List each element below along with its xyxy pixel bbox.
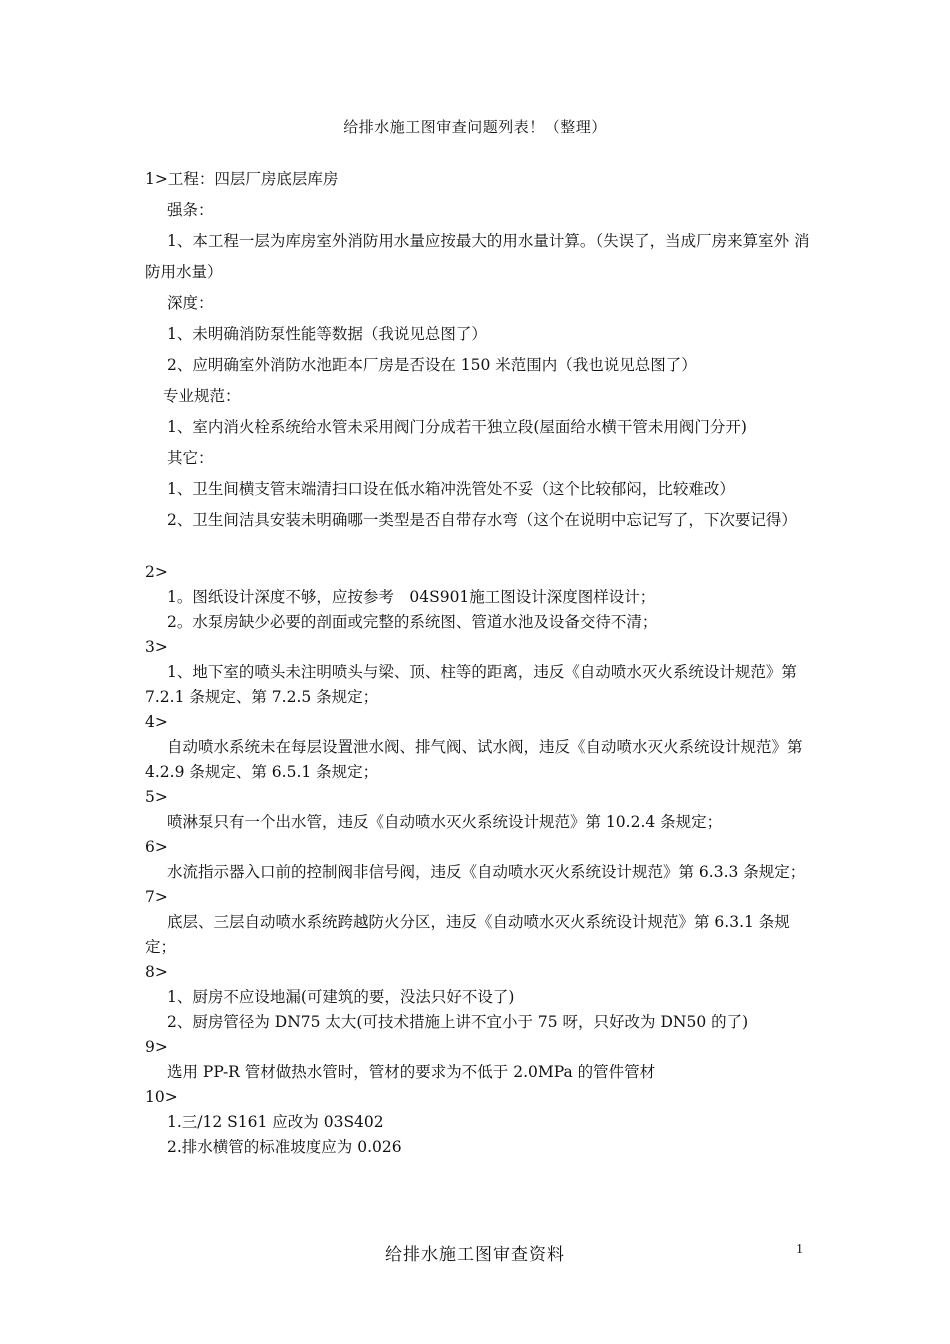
document-title: 给排水施工图审查问题列表！（整理）	[343, 118, 607, 136]
item-number-heading: 2>	[145, 563, 168, 581]
paragraph: 2、厨房管径为 DN75 太大(可技术措施上讲不宜小于 75 呀，只好改为 DN50 的了)	[167, 1013, 749, 1031]
item-number-heading: 9>	[145, 1038, 168, 1056]
paragraph: 1、本工程一层为库房室外消防用水量应按最大的用水量计算。（失误了，当成厂房来算室外 消防用水量）	[145, 232, 810, 281]
item-number-heading: 5>	[145, 788, 168, 806]
paragraph: 1、卫生间横支管末端清扫口设在低水箱冲洗管处不妥（这个比较郁闷，比较难改）	[167, 480, 735, 498]
paragraph: 其它：	[167, 449, 214, 467]
item-number-heading: 6>	[145, 838, 168, 856]
item-number-heading: 3>	[145, 638, 168, 656]
paragraph: 2。水泵房缺少必要的剖面或完整的系统图、管道水池及设备交待不清；	[167, 613, 658, 631]
paragraph: 1、未明确消防泵性能等数据（我说见总图了）	[167, 325, 487, 343]
paragraph: 2.排水横管的标准坡度应为 0.026	[167, 1138, 402, 1156]
item-number-heading: 7>	[145, 888, 168, 906]
paragraph: 自动喷水系统未在每层设置泄水阀、排气阀、试水阀，违反《自动喷水灭火系统设计规范》第 4.2.9 条规定、第 6.5.1 条规定；	[145, 738, 803, 781]
item-number-heading: 8>	[145, 963, 168, 981]
paragraph: 1。图纸设计深度不够，应按参考 04S901施工图设计深度图样设计；	[167, 588, 656, 606]
paragraph: 深度：	[167, 294, 214, 312]
section-part-2	[145, 560, 813, 1160]
paragraph: 专业规范：	[163, 387, 241, 405]
paragraph: 水流指示器入口前的控制阀非信号阀，违反《自动喷水灭火系统设计规范》第 6.3.3 条规定；	[167, 863, 806, 881]
paragraph: 1.三/12 S161 应改为 03S402	[167, 1113, 384, 1131]
paragraph: 强条：	[167, 201, 214, 219]
paragraph: 1、厨房不应设地漏(可建筑的要，没法只好不设了)	[167, 988, 515, 1006]
paragraph: 2、卫生间洁具安装未明确哪一类型是否自带存水弯（这个在说明中忘记写了，下次要记得）	[167, 511, 797, 529]
paragraph: 选用 PP-R 管材做热水管时，管材的要求为不低于 2.0MPa 的管件管材	[167, 1063, 656, 1081]
paragraph: 1>工程：四层厂房底层库房	[145, 170, 339, 188]
paragraph: 1、地下室的喷头未注明喷头与梁、顶、柱等的距离，违反《自动喷水灭火系统设计规范》第 7.2.1 条规定、第 7.2.5 条规定；	[145, 663, 797, 706]
page-number: 1	[796, 1242, 803, 1257]
item-number-heading: 4>	[145, 713, 168, 731]
paragraph-gap	[145, 536, 813, 560]
paragraph: 1、室内消火栓系统给水管未采用阀门分成若干独立段(屋面给水横干管未用阀门分开)	[167, 418, 747, 436]
section-part-1	[145, 164, 813, 536]
paragraph: 2、应明确室外消防水池距本厂房是否设在 150 米范围内（我也说见总图了）	[167, 356, 697, 374]
paragraph: 底层、三层自动喷水系统跨越防火分区，违反《自动喷水灭火系统设计规范》第 6.3.1 条规定；	[145, 913, 790, 956]
item-number-heading: 10>	[145, 1088, 178, 1106]
footer-title: 给排水施工图审查资料	[385, 1245, 565, 1265]
document-body	[145, 164, 813, 1160]
paragraph: 喷淋泵只有一个出水管，违反《自动喷水灭火系统设计规范》第 10.2.4 条规定；	[167, 813, 723, 831]
